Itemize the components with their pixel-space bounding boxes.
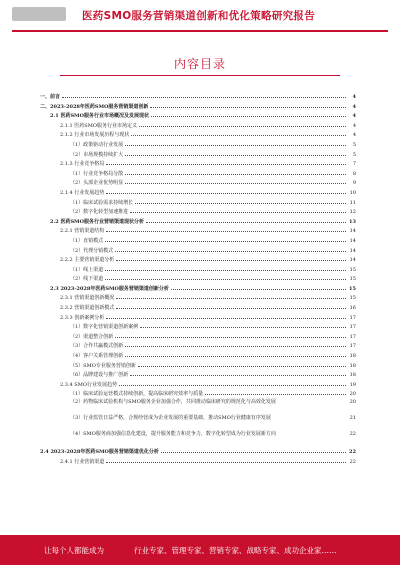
- toc-entry[interactable]: [40, 187, 356, 197]
- toc-entry[interactable]: [40, 158, 356, 168]
- toc-entry-page-number: 17: [349, 324, 356, 331]
- toc-entry-label: （2）代理分销模式: [70, 247, 114, 254]
- toc-dot-leader: [116, 302, 346, 309]
- toc-entry-label: 2.3 2023-2028年医药SMO服务营销渠道创新分析: [50, 285, 169, 292]
- toc-entry-page-number: 18: [349, 362, 356, 369]
- toc-entry-label: （1）行业竞争格局分散: [70, 170, 124, 177]
- toc-entry-label: （3）合作共赢模式创新: [70, 343, 124, 350]
- toc-entry-label: （1）直销模式: [70, 237, 104, 244]
- toc-dot-leader: [161, 446, 346, 453]
- toc-entry-label: 2.1.2 行业市场发展历程与现状: [60, 132, 130, 139]
- toc-entry-page-number: 14: [349, 257, 356, 264]
- toc-dot-leader: [125, 350, 346, 357]
- toc-entry-label: （2）头部企业优势明显: [70, 180, 124, 187]
- table-of-contents: [40, 91, 356, 465]
- toc-dot-leader: [105, 273, 346, 280]
- toc-entry[interactable]: [40, 331, 356, 341]
- toc-entry[interactable]: [40, 446, 356, 456]
- footer-slogan-right: 行业专家、管理专家、营销专家、战略专家、成功企业家……: [134, 546, 337, 555]
- toc-entry-page-number: 4: [352, 122, 356, 129]
- toc-entry-page-number: 16: [349, 305, 356, 312]
- toc-entry-page-number: 20: [349, 391, 356, 398]
- toc-dot-leader: [131, 129, 346, 136]
- toc-entry-label: （2）数字化转型加速推进: [70, 209, 129, 216]
- toc-entry[interactable]: [40, 379, 356, 389]
- toc-dot-leader: [105, 235, 346, 242]
- toc-dot-leader: [139, 120, 346, 127]
- toc-entry[interactable]: [40, 101, 356, 111]
- toc-entry-label: （2）渠道整合创新: [70, 333, 114, 340]
- header-divider: [12, 30, 388, 32]
- toc-entry-page-number: 5: [352, 141, 356, 148]
- toc-entry[interactable]: [40, 129, 356, 139]
- toc-entry-label: （1）数字化营销渠道创新案例: [70, 324, 139, 331]
- toc-entry-label: 2.1.1 医药SMO服务行业市场定义: [60, 122, 137, 129]
- toc-entry[interactable]: [40, 216, 356, 226]
- toc-entry[interactable]: [40, 110, 356, 120]
- toc-entry-label: 2.3.1 营销渠道创新概况: [60, 295, 115, 302]
- toc-entry[interactable]: [40, 312, 356, 322]
- toc-entry-page-number: 17: [349, 333, 356, 340]
- toc-entry-label: （4）客户关系管理创新: [70, 353, 124, 360]
- toc-entry[interactable]: [40, 264, 356, 274]
- toc-entry-page-number: 9: [352, 180, 356, 187]
- toc-dot-leader: [119, 379, 346, 386]
- toc-entry-label: （6）品牌建设与推广创新: [70, 372, 129, 379]
- toc-entry-label: 2.1.3 行业竞争格局: [60, 161, 105, 168]
- toc-dot-leader: [138, 360, 346, 367]
- toc-dot-leader: [106, 187, 346, 194]
- toc-entry-label: 2.3.4 SMO行业发展趋势: [60, 381, 117, 388]
- toc-entry-label: 2.2 医药SMO服务行业营销渠道现状分析: [50, 218, 144, 225]
- toc-dot-leader: [171, 283, 346, 290]
- toc-entry[interactable]: [40, 245, 356, 255]
- toc-entry[interactable]: [40, 398, 356, 414]
- toc-entry-label: 二、2023-2028年医药SMO服务营销渠道创新: [40, 103, 149, 110]
- page-header: [0, 0, 400, 30]
- toc-entry[interactable]: [40, 254, 356, 264]
- toc-dot-leader: [115, 331, 346, 338]
- toc-entry-page-number: 14: [349, 247, 356, 254]
- toc-dot-leader: [125, 168, 346, 175]
- report-title: 医药SMO服务营销渠道创新和优化策略研究报告: [82, 10, 316, 22]
- toc-entry[interactable]: [40, 168, 356, 178]
- toc-entry-page-number: 15: [349, 276, 356, 283]
- toc-entry[interactable]: [40, 225, 356, 235]
- toc-entry-label: （2）线下渠道: [70, 276, 104, 283]
- toc-heading-divider: [60, 75, 340, 76]
- toc-entry[interactable]: [40, 388, 356, 398]
- toc-dot-leader: [125, 340, 346, 347]
- toc-dot-leader: [150, 101, 346, 108]
- toc-entry[interactable]: [40, 273, 356, 283]
- toc-entry-label: （2）药物临床试验机构与SMO服务企业加强合作，共同推动临床研究的规范化与高效化发展: [70, 399, 276, 405]
- footer-slogan-left: 让每个人都能成为: [44, 546, 104, 555]
- toc-entry-page-number: 7: [352, 161, 356, 168]
- toc-entry-page-number: 4: [352, 94, 356, 100]
- toc-dot-leader: [62, 91, 346, 98]
- toc-entry-label: 2.1.4 行业发展趋势: [60, 189, 105, 196]
- toc-entry-page-number: 12: [349, 209, 356, 216]
- toc-entry-page-number: 15: [349, 285, 356, 292]
- toc-entry-label: 2.4.1 行业营销渠道: [60, 458, 105, 465]
- toc-entry[interactable]: [40, 360, 356, 370]
- toc-entry-page-number: 13: [349, 218, 356, 225]
- toc-entry-page-number: 22: [349, 449, 356, 455]
- toc-entry[interactable]: [40, 139, 356, 149]
- toc-entry-page-number: 21: [349, 415, 356, 421]
- toc-entry[interactable]: [40, 197, 356, 207]
- toc-entry-page-number: 17: [349, 343, 356, 350]
- toc-entry[interactable]: [40, 369, 356, 379]
- toc-entry-label: （5）SMO专业服务营销创新: [70, 362, 136, 369]
- toc-entry-label: （1）临床试验需求持续增长: [70, 199, 134, 206]
- toc-dot-leader: [205, 388, 346, 395]
- toc-dot-leader: [130, 206, 346, 213]
- toc-heading: 内容目录: [173, 57, 226, 71]
- toc-entry-label: （1）线上渠道: [70, 266, 104, 273]
- toc-entry-page-number: 11: [349, 199, 356, 206]
- toc-entry-page-number: 10: [349, 189, 356, 196]
- toc-entry[interactable]: [40, 149, 356, 159]
- toc-entry[interactable]: [40, 206, 356, 216]
- toc-entry-page-number: 14: [349, 228, 356, 235]
- toc-entry-page-number: 19: [349, 381, 356, 388]
- toc-entry-label: （1）政策驱动行业发展: [70, 141, 124, 148]
- toc-entry-page-number: 15: [349, 295, 356, 302]
- toc-entry-page-number: 22: [349, 431, 356, 437]
- toc-entry[interactable]: [40, 91, 356, 101]
- toc-entry[interactable]: [40, 177, 356, 187]
- toc-dot-leader: [130, 369, 346, 376]
- toc-dot-leader: [115, 245, 346, 252]
- toc-dot-leader: [105, 264, 346, 271]
- toc-dot-leader: [125, 139, 346, 146]
- toc-entry-label: 2.4 2023-2028年医药SMO服务营销渠道优化分析: [40, 449, 159, 455]
- toc-dot-leader: [106, 312, 346, 319]
- toc-dot-leader: [106, 456, 346, 463]
- publisher-logo: [12, 7, 66, 21]
- toc-dot-leader: [151, 110, 346, 117]
- toc-entry[interactable]: [40, 321, 356, 331]
- toc-entry-label: （3）行业监管日益严格，合规经营成为企业发展的重要基础，推动SMO行业健康有序发展: [70, 415, 271, 421]
- toc-dot-leader: [106, 225, 346, 232]
- toc-entry-label: 一、前言: [40, 94, 61, 100]
- toc-entry-page-number: 14: [349, 237, 356, 244]
- toc-entry-page-number: 4: [352, 113, 356, 120]
- toc-entry-page-number: 20: [349, 399, 356, 405]
- toc-entry[interactable]: [40, 340, 356, 350]
- toc-entry-label: 2.2.2 主要营销渠道分析: [60, 257, 115, 264]
- toc-entry[interactable]: [40, 120, 356, 130]
- toc-entry-label: （1）临床试验运营模式持续创新，提高临床研究效率与质量: [70, 391, 204, 398]
- toc-entry-page-number: 4: [352, 132, 356, 139]
- toc-entry-label: 2.3.3 创新案例分析: [60, 314, 105, 321]
- toc-entry-page-number: 8: [352, 170, 356, 177]
- toc-entry-label: 2.1 医药SMO服务行业市场概况及发展现状: [50, 113, 149, 120]
- toc-entry[interactable]: [40, 302, 356, 312]
- toc-entry-page-number: 5: [352, 151, 356, 158]
- toc-dot-leader: [106, 158, 346, 165]
- toc-entry[interactable]: [40, 235, 356, 245]
- toc-entry-page-number: 18: [349, 372, 356, 379]
- toc-dot-leader: [135, 197, 346, 204]
- toc-entry[interactable]: [40, 350, 356, 360]
- toc-entry-label: 2.3.2 营销渠道创新模式: [60, 305, 115, 312]
- toc-entry-page-number: 15: [349, 266, 356, 273]
- toc-dot-leader: [146, 216, 346, 223]
- toc-entry[interactable]: [40, 414, 356, 430]
- toc-dot-leader: [125, 177, 346, 184]
- toc-entry-page-number: 18: [349, 353, 356, 360]
- toc-entry[interactable]: [40, 456, 356, 466]
- toc-entry[interactable]: [40, 430, 356, 446]
- toc-entry-page-number: 17: [349, 314, 356, 321]
- page-footer: [0, 535, 400, 565]
- toc-dot-leader: [116, 254, 346, 261]
- toc-entry[interactable]: [40, 283, 356, 293]
- toc-entry-label: （4）SMO服务商加强信息化建设，提升服务能力和竞争力，数字化转型成为行业发展新方向: [70, 431, 276, 437]
- toc-entry-label: （2）市场规模持续扩大: [70, 151, 124, 158]
- toc-dot-leader: [116, 292, 346, 299]
- toc-entry-page-number: 22: [349, 458, 356, 465]
- toc-dot-leader: [140, 321, 346, 328]
- toc-entry-label: 2.2.1 营销渠道结构: [60, 228, 105, 235]
- toc-entry-page-number: 4: [352, 103, 356, 110]
- toc-entry[interactable]: [40, 292, 356, 302]
- toc-dot-leader: [125, 149, 346, 156]
